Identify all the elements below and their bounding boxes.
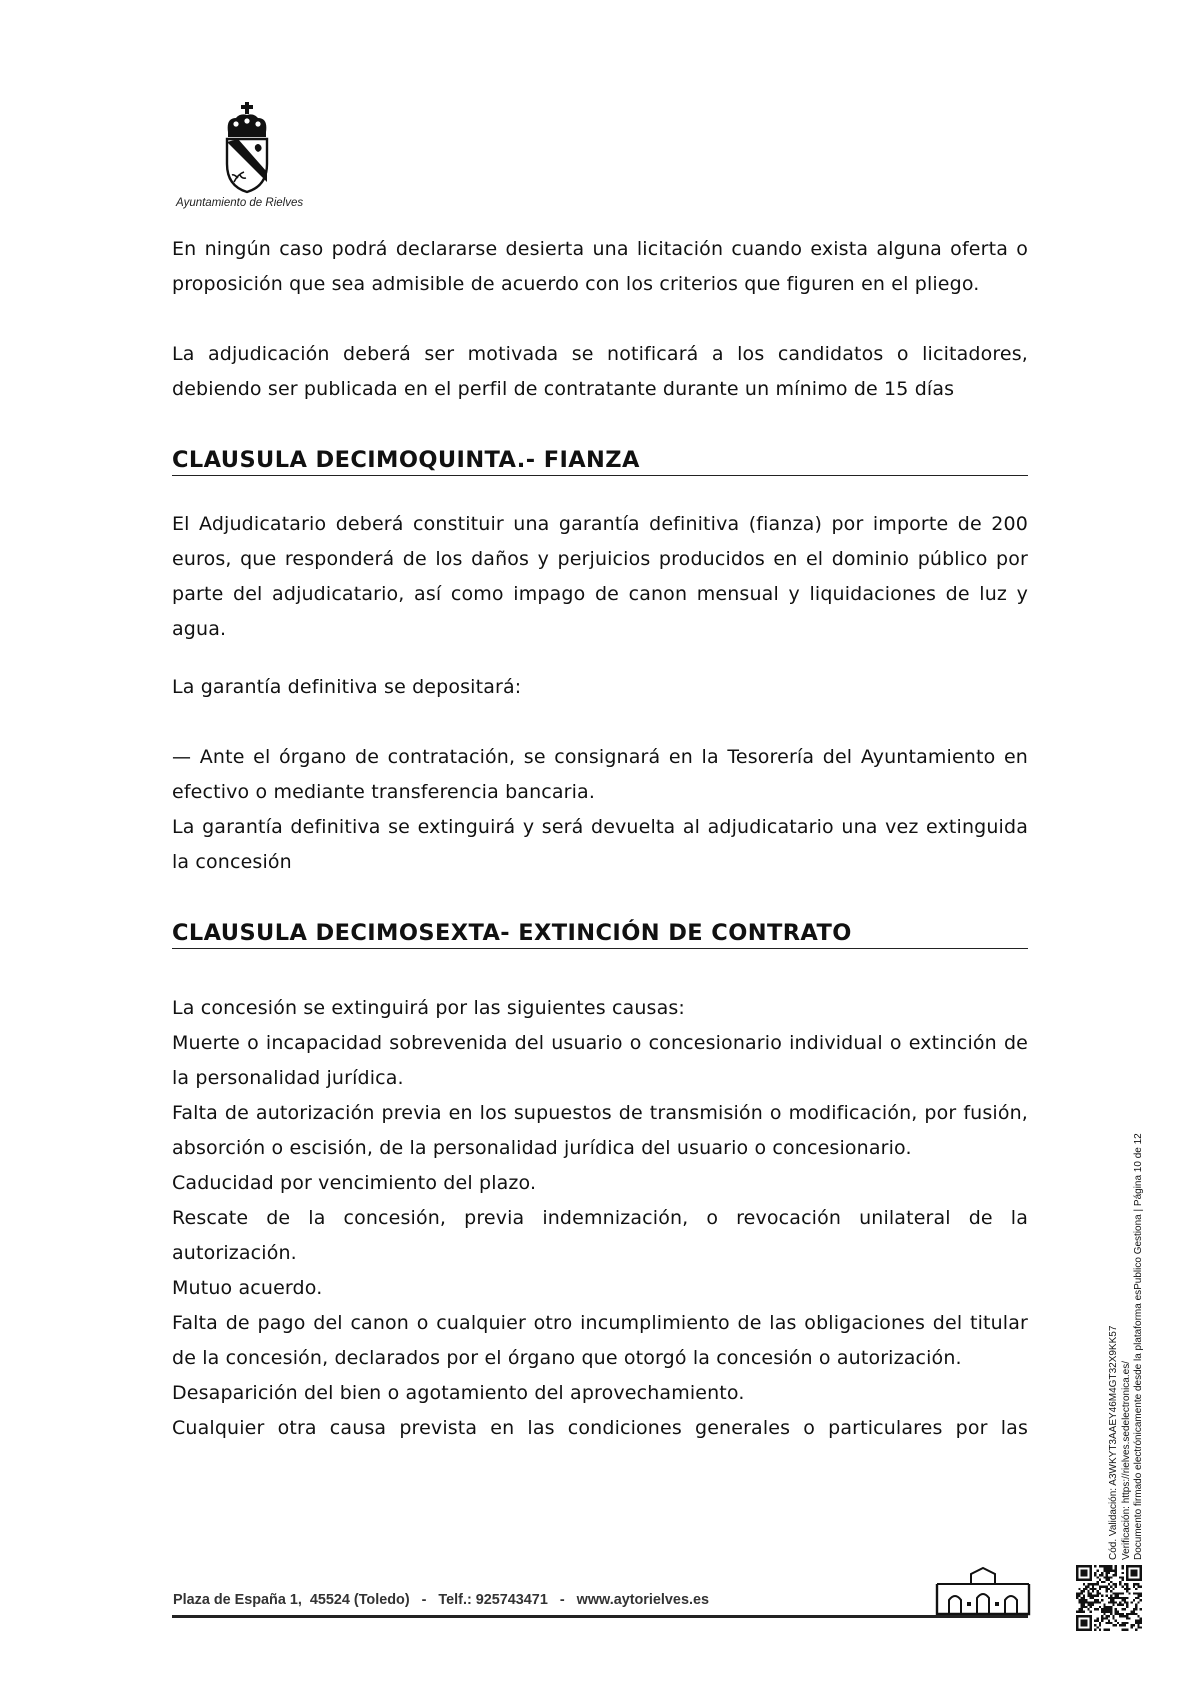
document-body [172,232,1028,1446]
list-item: Muerte o incapacidad sobrevenida del usuario o concesionario individual o extinción de la personalidad jurídica. [172,1032,1028,1089]
footer-rule [172,1615,1028,1618]
paragraph: — Ante el órgano de contratación, se consignará en la Tesorería del Ayuntamiento en efectivo o mediante transferencia bancaria. [172,746,1028,803]
list-item: Mutuo acuerdo. [172,1277,323,1299]
qr-code-icon [1076,1565,1142,1631]
verification-url[interactable]: Verificación: https://rielves.sedelectronica.es/ [1120,1361,1132,1560]
footer-address: Plaza de España 1, 45524 (Toledo) - Telf.: 925743471 - www.aytorielves.es [173,1591,709,1608]
clause-15-heading: CLAUSULA DECIMOQUINTA.- FIANZA [172,445,1028,476]
clause-16-heading: CLAUSULA DECIMOSEXTA- EXTINCIÓN DE CONTRATO [172,918,1028,949]
causes-intro: La concesión se extinguirá por las siguientes causas: [172,997,685,1019]
list-item: Rescate de la concesión, previa indemnización, o revocación unilateral de la autorización. [172,1207,1028,1264]
list-item: Caducidad por vencimiento del plazo. [172,1172,537,1194]
validation-code: Cód. Validación: A3WKYT3AAEY46M4GT32X9KK57 [1108,1325,1119,1560]
paragraph: En ningún caso podrá declararse desierta una licitación cuando exista alguna oferta o proposición que sea admisible de acuerdo con los criterios que figuren en el pliego. [172,238,1028,295]
paragraph: El Adjudicatario deberá constituir una garantía definitiva (fianza) por importe de 200 euros, que responderá de los daños y perjuicios producidos en el dominio público por parte del adjudicatario, así como impago de canon mensual y liquidaciones de luz y agua. [172,513,1028,640]
list-item: Falta de autorización previa en los supuestos de transmisión o modificación, por fusión, absorción o escisión, de la personalidad jurídica del usuario o concesionario. [172,1102,1028,1159]
paragraph: La adjudicación deberá ser motivada se notificará a los candidatos o licitadores, debiendo ser publicada en el perfil de contratante durante un mínimo de 15 días [172,343,1028,400]
coat-of-arms-icon [222,102,272,194]
paragraph: La garantía definitiva se depositará: [172,676,522,698]
list-item: Desaparición del bien o agotamiento del aprovechamiento. [172,1382,745,1404]
verification-block [1108,1020,1146,1560]
list-item: Falta de pago del canon o cualquier otro incumplimiento de las obligaciones del titular de la concesión, declarados por el órgano que otorgó la concesión o autorización. [172,1312,1028,1369]
paragraph: La garantía definitiva se extinguirá y será devuelta al adjudicatario una vez extinguida la concesión [172,816,1028,873]
signature-note: Documento firmado electrónicamente desde la plataforma esPublico Gestiona | Página 10 de 12 [1133,1133,1144,1560]
logo-caption: Ayuntamiento de Rielves [176,197,304,209]
town-hall-icon [935,1566,1031,1616]
list-item: Cualquier otra causa prevista en las condiciones generales o particulares por las [172,1417,1028,1439]
